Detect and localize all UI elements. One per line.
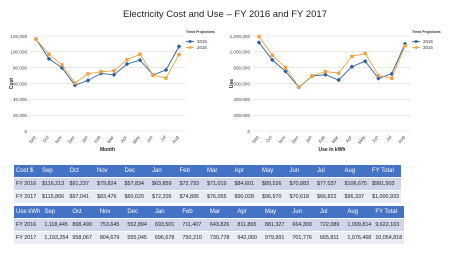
x-tick-label: Jul: [159, 134, 167, 143]
table-cell: FY 2016: [14, 219, 42, 232]
legend-title: Trend Projections: [412, 30, 441, 34]
table-cell: $91,237: [68, 178, 96, 191]
header-cell: Jun: [290, 206, 318, 219]
data-point-2016: [337, 71, 340, 74]
header-cell: Use kWh: [14, 206, 42, 219]
table-cell: $77,037: [315, 178, 343, 191]
data-point-2016: [390, 77, 393, 80]
header-cell: Sep: [40, 165, 68, 178]
header-cell: Jun: [288, 165, 316, 178]
header-cell: Dec: [123, 165, 151, 178]
table-row: [14, 178, 401, 191]
y-tick-label: 120,000: [10, 33, 27, 39]
header-cell: Apr: [235, 206, 263, 219]
y-tick-label: 0: [24, 128, 27, 134]
table-cell: $76,055: [205, 191, 233, 204]
legend-label-2015: 2015: [423, 39, 433, 44]
header-cell: Aug: [345, 206, 373, 219]
header-cell: FY Total: [370, 165, 401, 178]
legend-label-2016: 2016: [197, 45, 207, 50]
x-tick-label: Dec: [290, 134, 300, 145]
table-cell: $981,503: [370, 178, 401, 191]
table-cell: $96,970: [260, 191, 288, 204]
header-cell: Feb: [178, 165, 206, 178]
header-cell: Jul: [315, 165, 343, 178]
table-cell: $66,822: [315, 191, 343, 204]
y-tick-label: 200,000: [233, 112, 250, 118]
table-cell: $72,205: [150, 191, 178, 204]
legend-label-2016: 2016: [423, 45, 433, 50]
table-cell: 701,776: [290, 232, 318, 245]
data-point-2016: [403, 44, 406, 47]
data-point-2016: [60, 63, 63, 66]
legend-title: Trend Projections: [186, 30, 215, 34]
data-point-2016: [164, 76, 167, 79]
y-tick-label: 60,000: [12, 81, 27, 87]
series-line-2015: [36, 39, 179, 85]
cost-table: [14, 165, 401, 204]
header-cell: May: [260, 165, 288, 178]
data-point-2016: [257, 35, 260, 38]
table-header-row: [14, 165, 401, 178]
x-tick-label: Jan: [80, 134, 89, 144]
header-cell: Oct: [70, 206, 98, 219]
header-cell: Dec: [125, 206, 153, 219]
table-cell: $89,526: [260, 178, 288, 191]
y-tick-label: 100,000: [10, 49, 27, 55]
y-tick-label: 1,000,000: [229, 49, 250, 55]
use-line-chart: [228, 26, 444, 154]
header-cell: Oct: [68, 165, 96, 178]
table-cell: $90,028: [233, 191, 261, 204]
y-tick-label: 800,000: [233, 65, 250, 71]
data-point-2016: [34, 38, 37, 41]
header-cell: Jan: [153, 206, 181, 219]
series-line-2016: [259, 37, 405, 88]
table-cell: $106,675: [343, 178, 371, 191]
header-cell: Feb: [180, 206, 208, 219]
table-cell: 1,099,814: [345, 219, 373, 232]
data-point-2015: [177, 44, 182, 49]
x-tick-label: Dec: [67, 134, 76, 145]
y-tick-label: 40,000: [12, 97, 27, 103]
table-cell: $70,618: [288, 191, 316, 204]
table-cell: 750,210: [180, 232, 208, 245]
y-tick-label: 80,000: [12, 65, 27, 71]
use-table: [14, 206, 404, 245]
header-cell: May: [263, 206, 291, 219]
header-cell: Mar: [208, 206, 236, 219]
table-cell: 979,991: [263, 232, 291, 245]
table-cell: 753,645: [98, 219, 126, 232]
table-cell: $115,866: [40, 191, 68, 204]
table-cell: 942,060: [235, 232, 263, 245]
x-tick-label: Oct: [41, 134, 50, 144]
data-point-2016: [310, 74, 313, 77]
legend-marker-2016: [189, 46, 192, 49]
x-tick-label: Feb: [317, 134, 327, 145]
header-cell: Jul: [318, 206, 346, 219]
x-tick-label: Mar: [330, 134, 340, 145]
data-point-2016: [377, 74, 380, 77]
header-cell: Jan: [150, 165, 178, 178]
table-header-row: [14, 206, 404, 219]
table-cell: $70,883: [288, 178, 316, 191]
y-tick-label: 600,000: [233, 81, 250, 87]
table-cell: 722,089: [318, 219, 346, 232]
x-tick-label: Jun: [145, 134, 154, 144]
y-axis-title: Use: [229, 78, 235, 89]
page-title: Electricity Cost and Use – FY 2016 and FY 2017: [122, 9, 327, 20]
table-cell: $74,895: [178, 191, 206, 204]
data-point-2016: [138, 53, 141, 56]
table-cell: 9,622,103: [373, 219, 404, 232]
table-cell: 1,193,254: [42, 232, 70, 245]
x-tick-label: Feb: [93, 134, 102, 145]
table-cell: 804,679: [98, 232, 126, 245]
table-cell: $71,019: [205, 178, 233, 191]
data-point-2016: [125, 58, 128, 61]
header-cell: Sep: [42, 206, 70, 219]
table-cell: 664,300: [290, 219, 318, 232]
table-cell: $79,824: [95, 178, 123, 191]
data-point-2016: [271, 53, 274, 56]
header-cell: Nov: [98, 206, 126, 219]
table-cell: 881,327: [263, 219, 291, 232]
table-cell: 730,778: [208, 232, 236, 245]
table-row: [14, 232, 404, 245]
x-tick-label: Mar: [106, 134, 115, 145]
x-tick-label: Nov: [277, 134, 287, 145]
data-point-2016: [86, 72, 89, 75]
data-point-2015: [86, 78, 91, 83]
legend-marker-2016: [415, 46, 418, 49]
x-tick-label: May: [356, 134, 367, 145]
table-cell: $60,620: [123, 191, 151, 204]
x-tick-label: Aug: [171, 134, 180, 145]
x-tick-label: Aug: [397, 134, 406, 145]
x-axis-title: Use in kWh: [318, 147, 346, 153]
data-point-2016: [112, 69, 115, 72]
x-tick-label: Nov: [54, 134, 63, 145]
data-point-2015: [164, 68, 169, 73]
data-point-2016: [99, 70, 102, 73]
x-tick-label: Jun: [370, 134, 380, 144]
table-cell: FY 2016: [14, 178, 40, 191]
data-point-2016: [151, 73, 154, 76]
table-cell: $96,337: [343, 191, 371, 204]
table-cell: 643,826: [208, 219, 236, 232]
table-cell: $63,859: [150, 178, 178, 191]
table-cell: $83,476: [95, 191, 123, 204]
table-cell: 1,076,468: [345, 232, 373, 245]
table-cell: 665,811: [318, 232, 346, 245]
x-axis-title: Month: [100, 147, 115, 153]
table-cell: $57,834: [123, 178, 151, 191]
table-cell: $116,213: [40, 178, 68, 191]
table-cell: 711,407: [180, 219, 208, 232]
series-line-2015: [259, 43, 405, 88]
table-row: [14, 191, 401, 204]
data-point-2016: [47, 52, 50, 55]
y-tick-label: 0: [247, 128, 250, 134]
series-line-2016: [36, 39, 179, 83]
table-cell: 958,067: [70, 232, 98, 245]
table-cell: 693,501: [153, 219, 181, 232]
x-tick-label: Oct: [264, 134, 274, 144]
table-cell: 552,894: [125, 219, 153, 232]
table-cell: $97,041: [68, 191, 96, 204]
data-point-2016: [363, 52, 366, 55]
header-cell: FY Total: [373, 206, 404, 219]
table-cell: 898,490: [70, 219, 98, 232]
table-cell: FY 2017: [14, 191, 40, 204]
table-cell: $84,601: [233, 178, 261, 191]
y-tick-label: 20,000: [12, 112, 27, 118]
x-tick-label: May: [131, 134, 141, 145]
table-cell: 555,045: [125, 232, 153, 245]
table-cell: 696,678: [153, 232, 181, 245]
legend-label-2015: 2015: [197, 39, 207, 44]
table-cell: FY 2017: [14, 232, 42, 245]
header-cell: Mar: [205, 165, 233, 178]
table-cell: $72,793: [178, 178, 206, 191]
x-tick-label: Sep: [251, 134, 260, 145]
data-point-2016: [324, 70, 327, 73]
data-point-2016: [177, 53, 180, 56]
legend-marker-2015: [189, 40, 192, 43]
y-tick-label: 1,200,000: [229, 33, 250, 39]
header-cell: Aug: [343, 165, 371, 178]
data-point-2016: [73, 81, 76, 84]
x-tick-label: Sep: [28, 134, 37, 145]
table-cell: 1,118,445: [42, 219, 70, 232]
table-row: [14, 219, 404, 232]
y-tick-label: 400,000: [233, 97, 250, 103]
table-cell: $1,000,933: [370, 191, 401, 204]
y-axis-title: Cost: [9, 77, 15, 90]
data-point-2016: [284, 66, 287, 69]
x-tick-label: Apr: [119, 134, 128, 144]
x-tick-label: Jul: [385, 134, 393, 143]
table-cell: 10,054,818: [373, 232, 404, 245]
data-point-2016: [297, 85, 300, 88]
header-cell: Nov: [95, 165, 123, 178]
table-cell: 811,865: [235, 219, 263, 232]
x-tick-label: Apr: [344, 134, 353, 144]
header-cell: Cost $: [14, 165, 40, 178]
data-point-2016: [350, 55, 353, 58]
legend-marker-2015: [415, 40, 418, 43]
header-cell: Apr: [233, 165, 261, 178]
x-tick-label: Jan: [304, 134, 313, 144]
cost-line-chart: [8, 26, 218, 154]
